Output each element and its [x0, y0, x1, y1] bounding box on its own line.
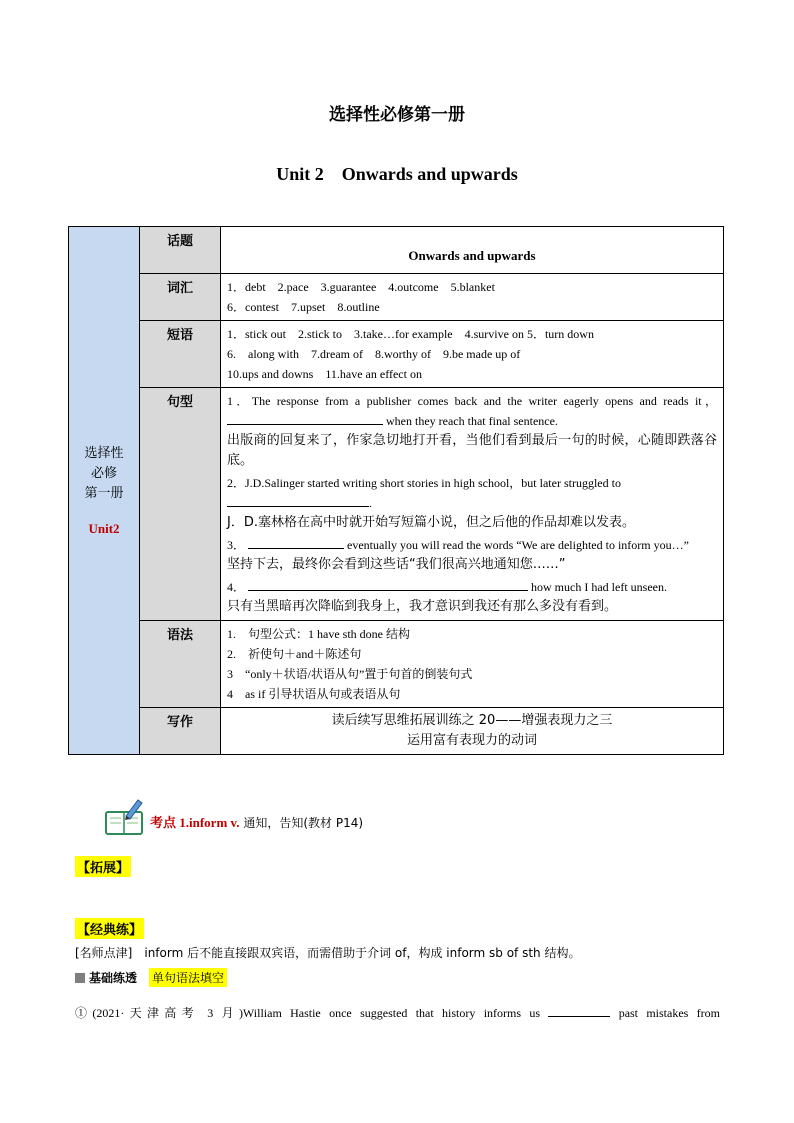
vocab-label: 词汇 — [140, 274, 221, 321]
question-1: ①(2021·天津高考 3 月)William Hastie once suggested that history informs us past mistakes from — [75, 1006, 720, 1020]
fill-blank — [248, 578, 528, 591]
sentence-3-cn: 坚持下去，最终你会看到这些话“我们很高兴地通知您……” — [227, 557, 566, 572]
fill-blank — [248, 536, 344, 549]
grammar-label: 语法 — [140, 621, 221, 708]
practice-header — [75, 968, 227, 987]
grammar-item: 3 “only＋状语/状语从句”置于句首的倒装句式 — [227, 667, 473, 681]
tag-expand: 【拓展】 — [75, 856, 131, 877]
exam-point-desc: 通知，告知(教材 P14) — [239, 816, 364, 830]
topic-label: 话题 — [140, 227, 221, 274]
phrase-line: 1．stick out 2.stick to 3.take…for example 4.survive on 5．turn down — [227, 327, 594, 341]
answer-blank[interactable] — [548, 1004, 610, 1017]
vocab-line: 6．contest 7.upset 8.outline — [227, 300, 380, 314]
sentence-3-en: 3． eventually you will read the words “We are delighted to inform you…” — [227, 538, 689, 552]
writing-line: 读后续写思维拓展训练之 20——增强表现力之三 — [331, 713, 613, 728]
grammar-item: 1. 句型公式：1 have sth done 结构 — [227, 627, 410, 641]
page-title-cn: 选择性必修第一册 — [329, 105, 465, 124]
writing-cell — [221, 708, 724, 755]
sentence-4-en: 4． how much I had left unseen. — [227, 580, 667, 594]
phrase-line: 10.ups and downs 11.have an effect on — [227, 367, 422, 381]
vocab-cell — [221, 274, 724, 321]
square-bullet-icon — [75, 973, 85, 983]
left-col-line: 第一册 — [84, 484, 124, 500]
sentence-1-en: 1．The response from a publisher comes back and the writer eagerly opens and reads it， when they reach that final sentence. — [227, 394, 717, 428]
sentence-2-cn: J．D.塞林格在高中时就开始写短篇小说，但之后他的作品却难以发表。 — [227, 515, 635, 530]
writing-label: 写作 — [140, 708, 221, 755]
writing-line: 运用富有表现力的动词 — [406, 733, 537, 748]
left-col-line: 必修 — [90, 464, 117, 480]
sentence-1-cn: 出版商的回复来了，作家急切地打开看，当他们看到最后一句的时候，心随即跌落谷底。 — [227, 433, 717, 468]
practice-type: 单句语法填空 — [149, 968, 227, 987]
topic-text: Onwards and upwards — [408, 248, 536, 263]
vocab-line: 1．debt 2.pace 3.guarantee 4.outcome 5.blanket — [227, 280, 495, 294]
grammar-item: 4 as if 引导状语从句或表语从句 — [227, 687, 401, 701]
unit-overview-table — [68, 226, 724, 755]
tag-classic: 【经典练】 — [75, 918, 144, 939]
fill-blank — [227, 412, 383, 425]
fill-blank — [227, 494, 369, 507]
left-col-unit: Unit2 — [88, 520, 120, 536]
notebook-pen-icon — [104, 798, 146, 836]
phrase-cell — [221, 321, 724, 388]
phrase-label: 短语 — [140, 321, 221, 388]
left-col-line: 选择性 — [84, 444, 124, 460]
table-left-column — [69, 227, 140, 755]
exam-point-title: 考点 1.inform v. — [150, 815, 240, 830]
grammar-item: 2. 祈使句＋and＋陈述句 — [227, 647, 362, 661]
practice-label: 基础练透 — [89, 971, 138, 985]
grammar-cell — [221, 621, 724, 708]
page-title-en: Unit 2 Onwards and upwards — [276, 164, 518, 184]
sentence-cell — [221, 388, 724, 621]
sentence-label: 句型 — [140, 388, 221, 621]
topic-cell — [221, 227, 724, 274]
teacher-note: [名师点津] inform 后不能直接跟双宾语，而需借助于介词 of，构成 inform sb of sth 结构。 — [75, 946, 581, 960]
exam-point-heading — [150, 812, 363, 831]
sentence-4-cn: 只有当黑暗再次降临到我身上，我才意识到我还有那么多没有看到。 — [227, 599, 618, 614]
sentence-2-en: 2．J.D.Salinger started writing short stories in high school，but later struggled to . — [227, 476, 621, 510]
phrase-line: 6. along with 7.dream of 8.worthy of 9.be made up of — [227, 347, 521, 361]
